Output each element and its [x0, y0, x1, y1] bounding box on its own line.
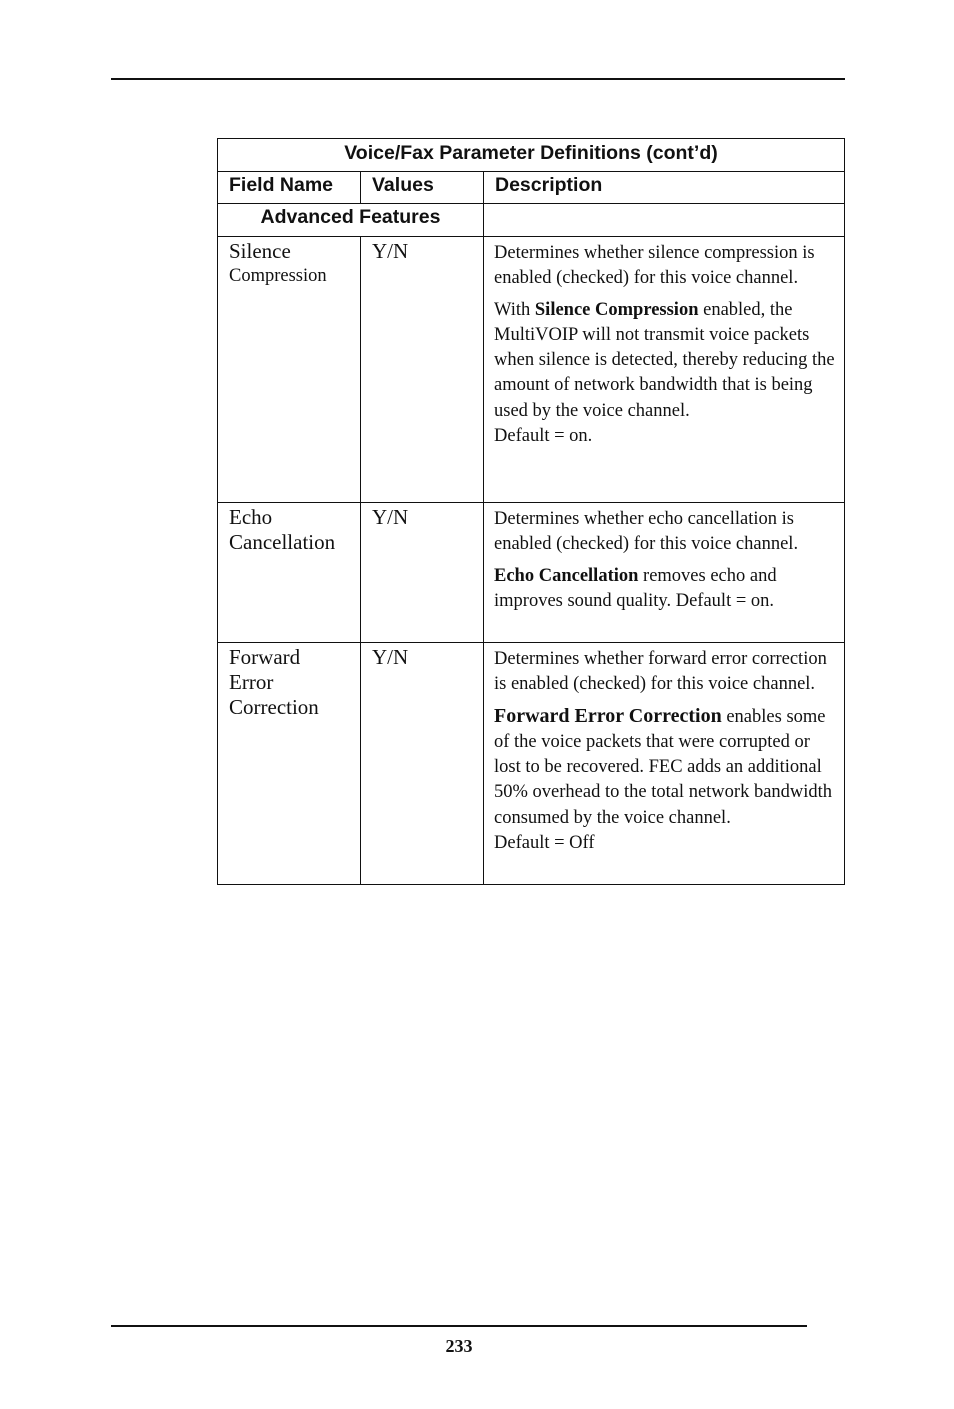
description-cell: [484, 237, 845, 503]
description-paragraph: [494, 704, 836, 857]
section-row: [218, 204, 845, 237]
field-name-line: Echo: [229, 505, 273, 529]
header-values: Values: [361, 172, 484, 204]
description-text: enabled, the MultiVOIP will not transmit voice packets when silence is detected, thereby reducing the amount of network bandwidth that is being used by the voice channel.: [494, 299, 835, 421]
section-empty-cell: [484, 204, 845, 237]
header-field-name: Field Name: [218, 172, 361, 204]
description-text: removes echo and improves sound quality. Default = on.: [494, 565, 777, 611]
description-paragraph: [494, 564, 836, 615]
field-name-line: Cancellation: [229, 530, 336, 554]
description-cell: [484, 503, 845, 643]
table-row: [218, 503, 845, 643]
description-text: With: [494, 299, 535, 320]
description-paragraph: Determines whether forward error correction is enabled (checked) for this voice channel.: [494, 649, 827, 695]
header-description: Description: [484, 172, 845, 204]
footer-rule: [111, 1325, 807, 1327]
parameter-definitions-table: [217, 138, 845, 885]
section-title: Advanced Features: [218, 204, 484, 237]
header-rule: [111, 78, 845, 80]
table-row: [218, 643, 845, 885]
description-cell: [484, 643, 845, 885]
description-paragraph: [494, 298, 836, 450]
bold-term: Forward Error Correction: [494, 704, 722, 727]
field-name-line: Compression: [229, 266, 327, 286]
table-caption: Voice/Fax Parameter Definitions (cont’d): [218, 139, 845, 172]
bold-term: Echo Cancellation: [494, 565, 639, 586]
table-header-row: [218, 172, 845, 204]
field-name-cell: [218, 503, 361, 643]
field-name-line: Error: [229, 670, 274, 694]
field-name-line: Silence: [229, 239, 291, 263]
table-caption-row: [218, 139, 845, 172]
table-row: [218, 237, 845, 503]
description-paragraph: Determines whether echo cancellation is enabled (checked) for this voice channel.: [494, 509, 799, 555]
default-note: Default = on.: [494, 426, 593, 447]
default-note: Default = Off: [494, 833, 595, 854]
bold-term: Silence Compression: [534, 299, 699, 320]
page-number: 233: [445, 1336, 473, 1356]
description-text: enables some of the voice packets that were corrupted or lost to be recovered. FEC adds an additional 50% overhead to the total network bandwidth consumed by the voice channel.: [494, 706, 833, 828]
field-name-line: Forward: [229, 645, 301, 669]
values-cell: Y/N: [361, 237, 484, 503]
description-paragraph: Determines whether silence compression is enabled (checked) for this voice channel.: [494, 243, 815, 289]
values-cell: Y/N: [361, 643, 484, 885]
field-name-line: Correction: [229, 695, 319, 719]
field-name-cell: [218, 643, 361, 885]
field-name-cell: [218, 237, 361, 503]
values-cell: Y/N: [361, 503, 484, 643]
